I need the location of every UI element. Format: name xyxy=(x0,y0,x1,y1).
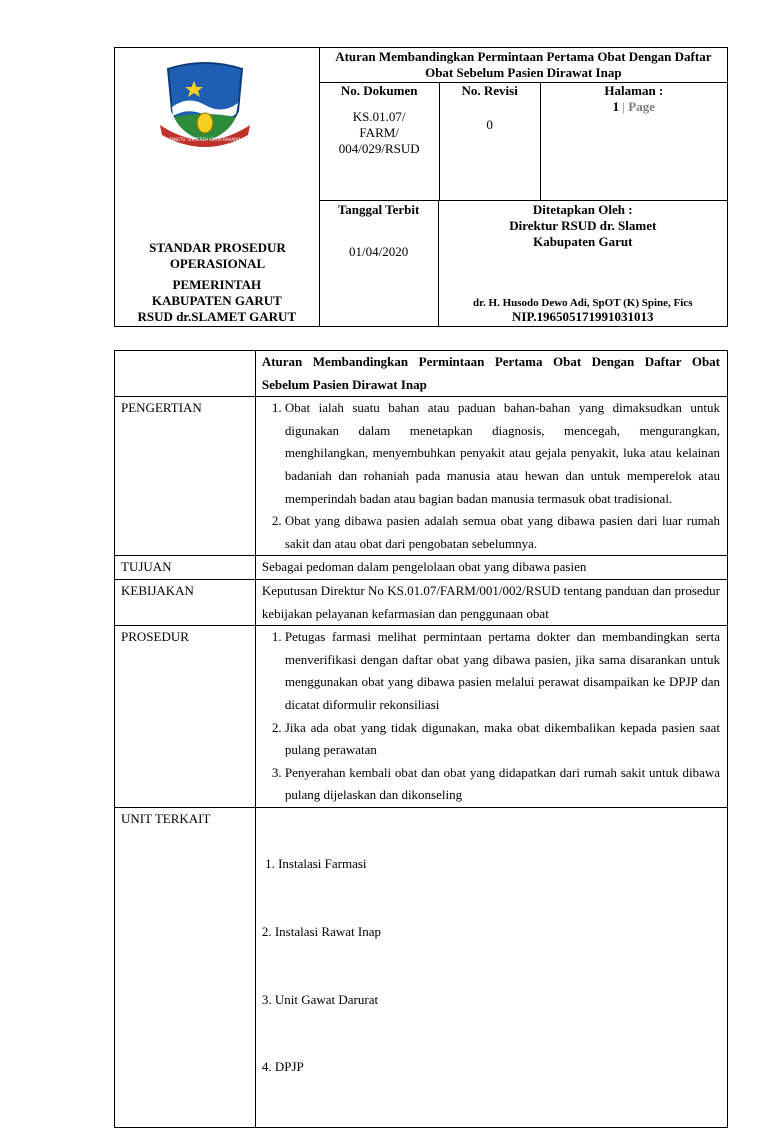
sop-title: Aturan Membandingkan Permintaan Pertama Obat Dengan Daftar Obat Sebelum Pasien Dirawat Inap xyxy=(255,351,727,397)
unit-line: 1. Instalasi Farmasi xyxy=(261,856,367,872)
unit-line: 4. DPJP xyxy=(261,1059,304,1075)
row-label-tujuan: TUJUAN xyxy=(115,556,256,580)
doc-number-label: No. Dokumen xyxy=(340,83,418,98)
doc-number-cell xyxy=(320,83,440,200)
page-label: Halaman : xyxy=(604,83,664,98)
doc-number-line-1: KS.01.07/ xyxy=(352,109,406,124)
row-content-tujuan: Sebagai pedoman dalam pengelolaan obat yang dibawa pasien xyxy=(255,556,727,580)
list-item: 1. Obat ialah suatu bahan atau paduan bahan-bahan yang dimaksudkan untuk digunakan dalam menetapkan diagnosis, mencegah, mengurangkan, menghilangkan, menyembuhkan penyakit atau gejala penyakit, luka atau kelainan badaniah dan rohaniah pada manusia atau hewan dan untuk memperelok atau memperindah badan atau bagian badan manusia termasuk obat tradisional. xyxy=(285,397,720,510)
garut-emblem-logo xyxy=(158,59,252,151)
revision-cell xyxy=(439,83,540,200)
revision-label: No. Revisi xyxy=(461,83,518,98)
institution-line-2: KABUPATEN GARUT xyxy=(151,293,282,308)
page-cell xyxy=(540,83,727,200)
row-content-unit-terkait xyxy=(255,807,727,1127)
doc-number-line-2: FARM/ xyxy=(359,125,399,140)
row-label-pengertian: PENGERTIAN xyxy=(115,397,256,556)
document-title: Aturan Membandingkan Permintaan Pertama Obat Dengan Daftar Obat Sebelum Pasien Dirawat Inap xyxy=(335,49,712,80)
sop-type-label xyxy=(115,240,320,272)
page-number: 1 xyxy=(612,99,620,114)
director-nip: NIP.196505171991031013 xyxy=(512,309,654,324)
row-label-prosedur: PROSEDUR xyxy=(115,626,256,808)
set-by-cell xyxy=(438,201,727,327)
institution-cell xyxy=(115,48,320,327)
page-separator: | xyxy=(622,99,626,114)
logo-ribbon-text: TANGTU TEHTEREH KERTA RAHARJA xyxy=(169,137,241,142)
document-header-table xyxy=(114,47,728,327)
set-by-line-3: Kabupaten Garut xyxy=(533,234,633,249)
pengertian-list xyxy=(262,397,720,555)
row-content-prosedur xyxy=(255,626,727,808)
revision-value: 0 xyxy=(486,117,493,132)
row-content-kebijakan: Keputusan Direktur No KS.01.07/FARM/001/002/RSUD tentang panduan dan prosedur kebijakan pelayanan kefarmasian dan penggunaan obat xyxy=(255,579,727,625)
institution-line-1: PEMERINTAH xyxy=(172,277,262,292)
unit-line: 2. Instalasi Rawat Inap xyxy=(261,923,381,939)
page-indicator xyxy=(541,99,727,115)
director-name: dr. H. Husodo Dewo Adi, SpOT (K) Spine, Fics xyxy=(473,297,693,309)
row-label-unit-terkait: UNIT TERKAIT xyxy=(115,807,256,1127)
doc-number-line-3: 004/029/RSUD xyxy=(338,141,420,156)
row-label-kebijakan: KEBIJAKAN xyxy=(115,579,256,625)
page-word: Page xyxy=(628,99,655,114)
title-label-cell xyxy=(115,351,256,397)
sop-content-table xyxy=(114,350,728,1128)
prosedur-list xyxy=(262,626,720,807)
sop-type-line-1: STANDAR PROSEDUR xyxy=(149,240,286,255)
row-content-pengertian xyxy=(255,397,727,556)
list-item: 1. Petugas farmasi melihat permintaan pertama dokter dan membandingkan serta menverifikasi dengan daftar obat yang dibawa pasien, jika sama disarankan untuk menggunakan obat yang dibawa pasien melalui perawat disampaikan ke DPJP dan dicatat diformulir rekonsiliasi xyxy=(285,626,720,716)
title-block xyxy=(319,48,727,201)
list-item: 3. Penyerahan kembali obat dan obat yang didapatkan dari rumah sakit untuk dibawa pulang dijelaskan dan dikonseling xyxy=(285,762,720,807)
list-item: 2. Jika ada obat yang tidak digunakan, maka obat dikembalikan kepada pasien saat pulang perawatan xyxy=(285,717,720,762)
issue-date-cell xyxy=(319,201,438,327)
doc-info-subtable xyxy=(320,82,727,200)
issue-date-label: Tanggal Terbit xyxy=(337,202,420,217)
set-by-line-1: Ditetapkan Oleh : xyxy=(532,202,633,217)
issue-date-value: 01/04/2020 xyxy=(348,244,409,259)
sop-type-line-2: OPERASIONAL xyxy=(169,256,266,271)
unit-line: 3. Unit Gawat Darurat xyxy=(261,991,379,1007)
institution-name xyxy=(115,277,319,326)
institution-line-3: RSUD dr.SLAMET GARUT xyxy=(137,309,297,324)
list-item: 2. Obat yang dibawa pasien adalah semua obat yang dibawa pasien dari luar rumah sakit dan atau obat dari pengobatan sebelumnya. xyxy=(285,510,720,555)
set-by-line-2: Direktur RSUD dr. Slamet xyxy=(509,218,657,233)
